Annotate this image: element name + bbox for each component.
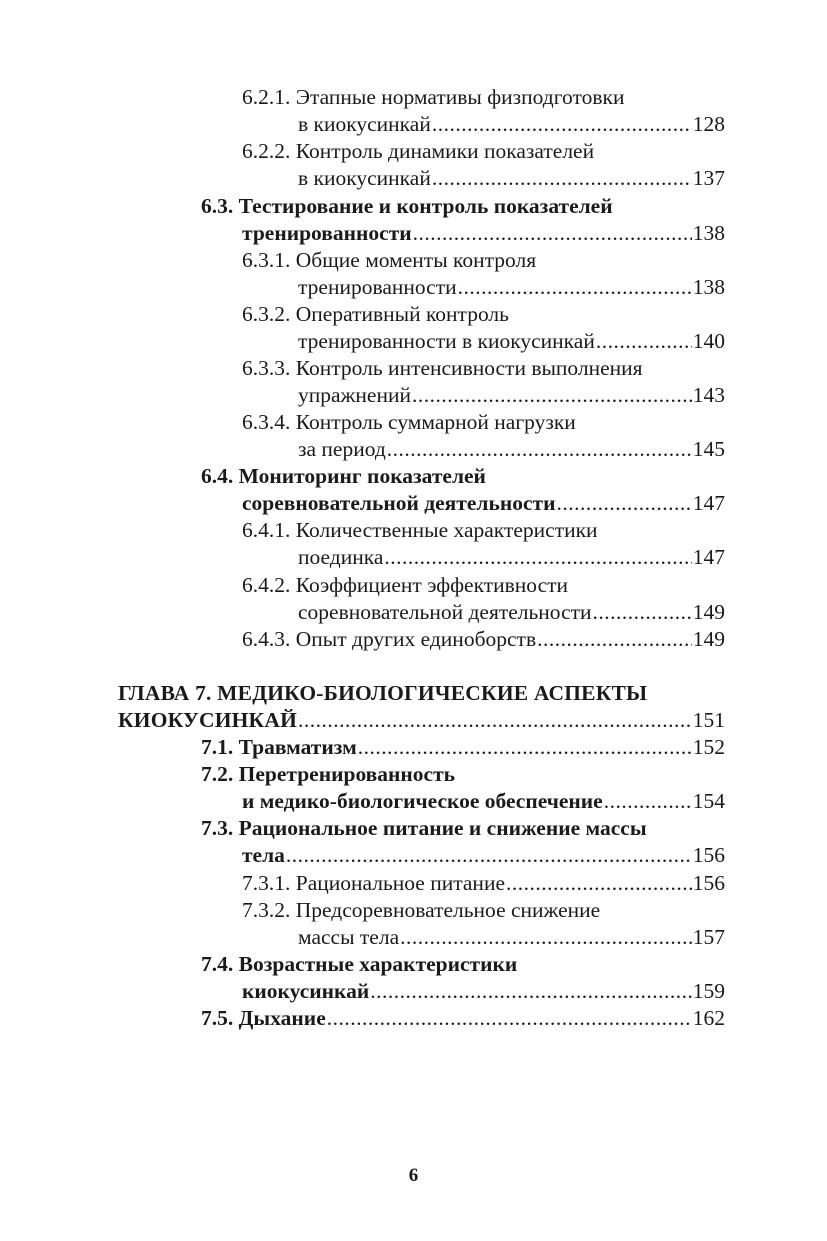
toc-entry-title [201,1005,326,1032]
toc-entry-6-3-1-heading [242,247,536,274]
toc-entry-title [201,734,357,761]
toc-entry-title: Общие моменты контроля [295,248,537,272]
toc-entry-title: Оперативный контроль [295,302,509,326]
toc-entry-6-4-1-heading [242,517,598,544]
toc-entry-title-cont: тренированности [298,275,457,299]
dot-leader [358,734,692,761]
toc-entry-title-text: Дыхание [238,1006,326,1030]
toc-entry-title: Контроль суммарной нагрузки [295,410,576,434]
toc-entry-number: 6.3.1. [242,248,291,272]
toc-page-number: 157 [692,925,725,949]
toc-entry-6-4-1[interactable] [298,544,725,571]
toc-entry-title-text: Травматизм [238,735,357,759]
toc-entry-title-cont: соревновательной деятельности [298,600,592,624]
toc-entry-title-text: Рациональное питание [295,871,505,895]
toc-page-number: 152 [692,735,725,759]
toc-entry-title-cont: массы тела [298,925,400,949]
dot-leader [458,274,692,301]
toc-entry-title: Возрастные характеристики [238,952,518,976]
toc-entry-title-cont: в киокусинкай [298,166,431,190]
toc-entry-number: 7.2. [201,762,234,786]
toc-entry-title-cont: соревновательной деятельности [242,491,556,515]
dot-leader [556,490,691,517]
dot-leader [400,924,692,951]
toc-entry-number: 7.3.2. [242,898,291,922]
toc-page-number: 147 [692,491,725,515]
toc-entry-7-3-1[interactable] [242,870,725,897]
toc-entry-6-4-2[interactable] [298,599,725,626]
toc-entry-number: 6.2.2. [242,139,291,163]
toc-entry-title: Предсоревновательное снижение [295,898,601,922]
dot-leader [370,978,692,1005]
toc-section-6-4-heading [201,463,486,490]
dot-leader [327,1005,692,1032]
dot-leader [604,788,692,815]
toc-entry-number: 7.3. [201,816,234,840]
dot-leader [298,707,692,734]
toc-page-number: 138 [692,275,725,299]
toc-section-7-2-heading [201,761,455,788]
toc-entry-title: Контроль динамики показателей [295,139,595,163]
toc-entry-number: 7.1. [201,735,234,759]
toc-entry-number: 6.3.2. [242,302,291,326]
toc-page-number: 138 [692,221,725,245]
toc-entry-title [242,870,505,897]
toc-page-number: 156 [692,871,725,895]
toc-entry-6-4-3[interactable] [242,626,725,653]
toc-entry-7-3-2-heading [242,897,600,924]
toc-entry-title-cont: упражнений [298,383,411,407]
toc-page-number: 140 [692,329,725,353]
toc-page-number: 128 [692,112,725,136]
toc-entry-7-3-2[interactable] [298,924,725,951]
toc-section-7-3[interactable] [242,842,725,869]
toc-page-number: 145 [692,437,725,461]
toc-page-number: 156 [692,843,725,867]
toc-entry-6-4-2-heading [242,572,568,599]
toc-entry-6-3-4[interactable] [298,436,725,463]
toc-page-number: 147 [692,545,725,569]
dot-leader [286,842,692,869]
toc-entry-6-3-1[interactable] [298,274,725,301]
toc-entry-title-cont: киокусинкай [242,979,370,1003]
toc-entry-title-cont: за период [298,437,386,461]
toc-entry-title-text: Опыт других единоборств [295,627,537,651]
toc-entry-6-3-3[interactable] [298,382,725,409]
toc-section-6-4[interactable] [242,490,725,517]
toc-page-number: 151 [692,708,725,732]
toc-entry-6-2-1[interactable] [298,111,725,138]
page-number: 6 [408,1165,419,1186]
dot-leader [596,328,692,355]
toc-page-number: 149 [692,600,725,624]
toc-entry-title: Тестирование и контроль показателей [238,194,613,218]
toc-entry-title-cont: тренированности [242,221,412,245]
toc-entry-6-3-2-heading [242,301,509,328]
dot-leader [506,870,692,897]
toc-section-7-3-heading [201,815,647,842]
toc-page-number: 149 [692,627,725,651]
toc-entry-number: 6.3. [201,194,234,218]
toc-entry-title: Коэффициент эффективности [295,573,569,597]
toc-section-7-4-heading [201,951,517,978]
toc-entry-title: Перетренированность [238,762,456,786]
toc-page-number: 154 [692,789,725,813]
toc-section-7-5[interactable] [201,1005,725,1032]
toc-entry-number: 7.4. [201,952,234,976]
toc-entry-6-2-1-heading [242,84,624,111]
toc-entry-number: 6.4.1. [242,518,291,542]
toc-entry-title-cont: в киокусинкай [298,112,431,136]
dot-leader [593,599,692,626]
toc-page-number: 137 [692,166,725,190]
toc-page-number: 159 [692,979,725,1003]
toc-page-number: 162 [692,1006,725,1030]
toc-entry-title-cont: поединка [298,545,384,569]
toc-entry-6-3-2[interactable] [298,328,725,355]
toc-chapter-7[interactable] [118,707,725,734]
toc-page-number: 143 [692,383,725,407]
toc-entry-number: 6.4.3. [242,627,291,651]
toc-chapter-7-heading: ГЛАВА 7. МЕДИКО-БИОЛОГИЧЕСКИЕ АСПЕКТЫ [118,681,648,705]
toc-entry-6-2-2-heading [242,138,594,165]
toc-entry-title-cont: тренированности в киокусинкай [298,329,595,353]
toc-entry-6-3-4-heading [242,409,576,436]
toc-entry-number: 6.3.3. [242,356,291,380]
toc-entry-number: 6.3.4. [242,410,291,434]
toc-entry-title-cont: КИОКУСИНКАЙ [118,708,297,732]
dot-leader [412,382,692,409]
toc-entry-number: 7.5. [201,1006,234,1030]
toc-section-6-3-heading [201,193,613,220]
toc-section-7-4[interactable] [242,978,725,1005]
toc-section-7-2[interactable] [242,788,725,815]
toc-section-7-1[interactable] [201,734,725,761]
dot-leader [432,165,692,192]
toc-entry-number: 6.4. [201,464,234,488]
toc-entry-number: 7.3.1. [242,871,291,895]
dot-leader [537,626,692,653]
toc-entry-title: Мониторинг показателей [238,464,486,488]
dot-leader [384,544,691,571]
toc-entry-title-cont: и медико-биологическое обеспечение [242,789,603,813]
toc-section-6-3[interactable] [242,220,725,247]
toc-entry-title-cont: тела [242,843,285,867]
toc-entry-title: Контроль интенсивности выполнения [295,356,643,380]
dot-leader [413,220,692,247]
toc-entry-6-3-3-heading [242,355,643,382]
toc-entry-title [242,626,536,653]
toc-entry-title: Количественные характеристики [295,518,598,542]
toc-entry-6-2-2[interactable] [298,165,725,192]
toc-entry-number: 6.2.1. [242,85,291,109]
toc-entry-title: Рациональное питание и снижение массы [238,816,647,840]
dot-leader [432,111,692,138]
toc-entry-title: Этапные нормативы физподготовки [295,85,625,109]
dot-leader [387,436,692,463]
toc-entry-number: 6.4.2. [242,573,291,597]
